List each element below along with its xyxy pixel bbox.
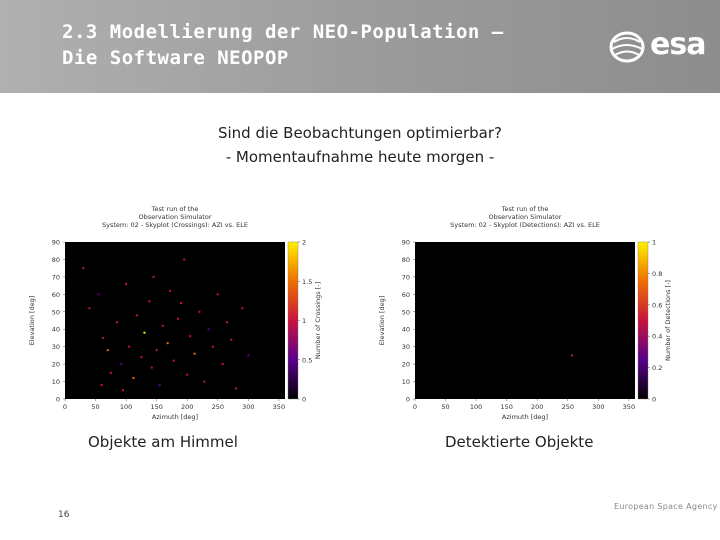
data-cell xyxy=(235,388,237,390)
plot-area xyxy=(65,242,285,399)
data-cell xyxy=(167,342,169,344)
y-tick-label: 10 xyxy=(401,378,410,387)
colorbar-tick-label: 0 xyxy=(652,395,657,404)
y-tick-label: 90 xyxy=(401,238,410,247)
chart-title-line: System: 02 - Skyplot (Crossings): AZI vs. ELE xyxy=(102,221,248,229)
data-cell xyxy=(208,328,210,330)
plot-area xyxy=(415,242,635,399)
data-cell xyxy=(212,346,214,348)
data-cell xyxy=(180,302,182,304)
colorbar-tick-label: 2 xyxy=(302,238,307,247)
x-tick-label: 150 xyxy=(150,403,163,411)
caption-objects-in-sky: Objekte am Himmel xyxy=(88,433,238,451)
slide-title-line2: Die Software NEOPOP xyxy=(62,47,289,69)
x-tick-label: 0 xyxy=(62,403,68,411)
y-tick-label: 30 xyxy=(51,343,60,352)
y-tick-label: 10 xyxy=(51,378,60,387)
esa-logo xyxy=(608,27,708,66)
x-tick-label: 350 xyxy=(622,403,636,411)
y-tick-label: 80 xyxy=(401,255,410,264)
x-axis-label: Azimuth [deg] xyxy=(501,413,549,421)
x-tick-label: 100 xyxy=(119,403,133,411)
data-cell xyxy=(241,307,243,309)
slide-header xyxy=(0,0,720,93)
y-tick-label: 0 xyxy=(405,395,410,404)
y-tick-label: 40 xyxy=(401,325,410,334)
data-cell xyxy=(177,318,179,320)
colorbar-tick-label: 0.6 xyxy=(652,301,663,310)
page-number: 16 xyxy=(58,510,70,520)
data-cell xyxy=(143,332,145,334)
data-cell xyxy=(156,349,158,351)
y-tick-label: 90 xyxy=(51,238,60,247)
data-cell xyxy=(88,307,90,309)
esa-logo-text: esa xyxy=(650,27,706,62)
y-tick-label: 80 xyxy=(51,255,60,264)
colorbar-tick-label: 0.2 xyxy=(652,364,663,373)
colorbar-tick-label: 1.5 xyxy=(302,277,313,286)
y-tick-label: 0 xyxy=(55,395,60,404)
chart-title-line: System: 02 - Skyplot (Detections): AZI vs. ELE xyxy=(450,221,600,229)
data-cell xyxy=(122,389,124,391)
data-cell xyxy=(571,354,573,356)
slide-title-line1: 2.3 Modellierung der NEO-Population – xyxy=(62,21,504,43)
y-tick-label: 70 xyxy=(51,273,60,282)
colorbar-tick-label: 1 xyxy=(652,238,657,247)
colorbar-label: Number of Detections [-] xyxy=(664,280,672,361)
x-tick-label: 50 xyxy=(441,403,450,411)
y-axis-label: Elevation [deg] xyxy=(378,295,386,346)
data-cell xyxy=(189,335,191,337)
y-tick-label: 30 xyxy=(401,343,410,352)
y-tick-label: 60 xyxy=(401,290,410,299)
y-tick-label: 20 xyxy=(401,360,410,369)
data-cell xyxy=(101,384,103,386)
colorbar xyxy=(638,242,648,399)
chart-title-line: Test run of the xyxy=(151,205,199,213)
data-cell xyxy=(230,339,232,341)
colorbar xyxy=(288,242,298,399)
data-cell xyxy=(120,363,122,365)
y-tick-label: 20 xyxy=(51,360,60,369)
data-cell xyxy=(151,367,153,369)
colorbar-tick-label: 0.8 xyxy=(652,269,663,278)
data-cell xyxy=(173,360,175,362)
subtitle-question: Sind die Beobachtungen optimierbar? xyxy=(217,124,503,142)
data-cell xyxy=(102,337,104,339)
data-cell xyxy=(226,321,228,323)
data-cell xyxy=(148,300,150,302)
x-tick-label: 150 xyxy=(500,403,513,411)
esa-globe-icon xyxy=(608,30,648,64)
x-tick-label: 0 xyxy=(412,403,418,411)
data-cell xyxy=(169,290,171,292)
subtitle-snapshot: - Momentaufnahme heute morgen - xyxy=(225,148,495,166)
data-cell xyxy=(162,325,164,327)
crossings-skyplot-chart xyxy=(20,200,320,420)
data-cell xyxy=(107,349,109,351)
x-tick-label: 300 xyxy=(592,403,605,411)
data-cell xyxy=(116,321,118,323)
data-cell xyxy=(98,293,100,295)
data-cell xyxy=(203,381,205,383)
data-cell xyxy=(125,283,127,285)
detections-skyplot-chart xyxy=(370,200,670,420)
x-tick-label: 50 xyxy=(91,403,100,411)
data-cell xyxy=(140,356,142,358)
data-cell xyxy=(183,258,185,260)
x-tick-label: 100 xyxy=(469,403,483,411)
data-cell xyxy=(159,384,161,386)
y-tick-label: 60 xyxy=(51,290,60,299)
slide-title xyxy=(62,19,504,71)
chart-title-line: Test run of the xyxy=(501,205,549,213)
colorbar-tick-label: 1 xyxy=(302,317,307,325)
chart-title-line: Observation Simulator xyxy=(488,213,562,221)
data-cell xyxy=(128,346,130,348)
x-tick-label: 200 xyxy=(181,403,194,411)
y-axis-label: Elevation [deg] xyxy=(28,295,36,346)
y-tick-label: 50 xyxy=(51,308,60,317)
data-cell xyxy=(222,363,224,365)
x-tick-label: 350 xyxy=(272,403,286,411)
data-cell xyxy=(217,293,219,295)
x-tick-label: 200 xyxy=(531,403,544,411)
data-cell xyxy=(136,314,138,316)
colorbar-tick-label: 0.5 xyxy=(302,356,313,365)
colorbar-label: Number of Crossings [-] xyxy=(314,281,322,360)
y-tick-label: 70 xyxy=(401,273,410,282)
data-cell xyxy=(153,276,155,278)
y-tick-label: 50 xyxy=(401,308,410,317)
x-tick-label: 250 xyxy=(561,403,574,411)
data-cell xyxy=(82,267,84,269)
y-tick-label: 40 xyxy=(51,325,60,334)
agency-name: European Space Agency xyxy=(614,502,718,511)
x-tick-label: 250 xyxy=(211,403,224,411)
data-cell xyxy=(132,377,134,379)
data-cell xyxy=(198,311,200,313)
colorbar-tick-label: 0.4 xyxy=(652,332,663,341)
x-tick-label: 300 xyxy=(242,403,255,411)
chart-title-line: Observation Simulator xyxy=(138,213,212,221)
data-cell xyxy=(110,372,112,374)
colorbar-tick-label: 0 xyxy=(302,395,307,404)
data-cell xyxy=(186,374,188,376)
caption-detected-objects: Detektierte Objekte xyxy=(445,433,594,451)
data-cell xyxy=(194,353,196,355)
data-cell xyxy=(247,354,249,356)
x-axis-label: Azimuth [deg] xyxy=(151,413,199,421)
